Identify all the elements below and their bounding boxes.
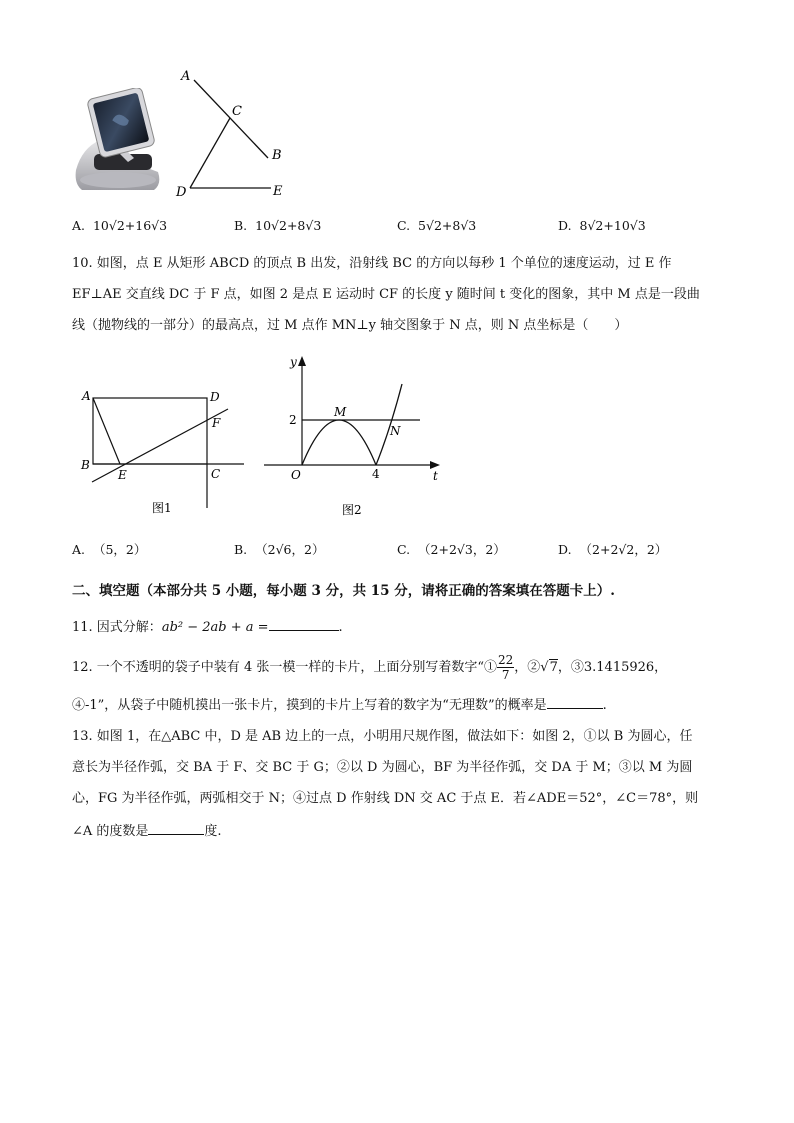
q12-text-line2: ④-1”，从袋子中随机摸出一张卡片，摸到的卡片上写着的数字为“无理数”的概率是 [72, 698, 547, 713]
label-F: F [212, 416, 221, 430]
figure-2-graph [262, 352, 448, 522]
label-E: E [273, 184, 283, 199]
line-AE [93, 398, 120, 464]
parabola-curve [302, 420, 376, 465]
option-expr: （5，2） [92, 542, 147, 557]
line-AB [194, 80, 268, 158]
q11-prefix: 11. 因式分解： [72, 620, 162, 635]
q11-answer-blank[interactable] [269, 616, 339, 631]
label-y: y [290, 355, 297, 369]
option-expr: 8√2+10√3 [579, 218, 646, 233]
option-expr: （2+2√3，2） [418, 542, 506, 557]
label-t: t [433, 469, 438, 483]
option-expr: （2√6，2） [255, 542, 325, 557]
q9-option-b[interactable] [234, 218, 321, 233]
option-expr: 10√2+8√3 [255, 218, 322, 233]
q10-line-2: EF⊥AE 交直线 DC 于 F 点，如图 2 是点 E 运动时 CF 的长度 y 随时间 t 变化的图象，其中 M 点是一段曲 [72, 287, 700, 302]
label-C: C [211, 467, 221, 481]
t-axis-arrow [430, 461, 440, 469]
q13-text-b: 度. [204, 824, 222, 839]
y-axis-arrow [298, 356, 306, 366]
section-2-heading: 二、填空题（本部分共 5 小题，每小题 3 分，共 15 分，请将正确的答案填在答题卡上）. [72, 583, 615, 599]
label-M: M [334, 405, 347, 419]
label-N: N [390, 424, 401, 438]
q10-line-1: 10. 如图，点 E 从矩形 ABCD 的顶点 B 出发，沿射线 BC 的方向以每秒 1 个单位的速度运动，过 E 作 [72, 256, 672, 271]
q9-option-c[interactable] [397, 218, 476, 233]
q13-line-4 [72, 820, 222, 842]
option-label: A. [72, 218, 86, 233]
tick-label-4: 4 [372, 467, 380, 481]
figure-q9-diagram [168, 64, 298, 204]
fraction-22-7 [497, 653, 514, 682]
figure-1-caption: 图1 [152, 501, 172, 515]
q13-line-3: 心，FG 为半径作弧，两弧相交于 N；④过点 D 作射线 DN 交 AC 于点 E．若∠ADE＝52°，∠C＝78°，则 [72, 791, 699, 806]
option-label: D. [558, 542, 572, 557]
figure-2-caption: 图2 [342, 503, 362, 517]
q12-line-1 [72, 650, 667, 686]
sqrt-radicand: 7 [549, 660, 558, 675]
option-expr: （2+2√2，2） [579, 542, 668, 557]
q13-line-2: 意长为半径作弧，交 BA 于 F、交 BC 于 G；②以 D 为圆心，BF 为半径作弧，交 DA 于 M；③以 M 为圆 [72, 760, 693, 775]
q13-answer-blank[interactable] [148, 820, 204, 835]
rectangle-ABCD [93, 398, 207, 464]
option-expr: 5√2+8√3 [418, 218, 477, 233]
fraction-denominator: 7 [501, 668, 510, 682]
q12-text-a: 12. 一个不透明的袋子中装有 4 张一模一样的卡片，上面分别写着数字“① [72, 660, 497, 675]
q13-text-a: ∠A 的度数是 [72, 824, 149, 839]
q12-answer-blank[interactable] [547, 694, 603, 709]
option-label: D. [558, 218, 572, 233]
label-C: C [232, 104, 242, 119]
figure-1-rectangle [76, 384, 252, 518]
label-A: A [82, 389, 91, 403]
label-A: A [181, 69, 191, 84]
fraction-numerator: 22 [498, 653, 514, 667]
q11-expression: ab² − 2ab + a = [161, 620, 269, 635]
q12-text-b: ，② [514, 660, 541, 675]
q10-option-c[interactable] [397, 540, 506, 558]
q13-line-1: 13. 如图 1，在△ABC 中，D 是 AB 边上的一点，小明用尺规作图，做法如下：如图 2，①以 B 为圆心，任 [72, 729, 693, 744]
phone-stand-image [72, 88, 164, 196]
option-label: A. [72, 542, 86, 557]
q10-option-d[interactable] [558, 540, 667, 558]
q10-option-b[interactable] [234, 540, 324, 558]
option-label: C. [397, 218, 411, 233]
label-B: B [272, 148, 282, 163]
label-D: D [176, 185, 187, 200]
q9-option-d[interactable] [558, 218, 646, 233]
tick-label-2: 2 [289, 413, 297, 427]
q12-line-2 [72, 694, 607, 716]
q9-option-a[interactable] [72, 218, 167, 233]
q12-text-c: ，③3.1415926， [557, 660, 668, 675]
sqrt-icon: √ [540, 660, 549, 675]
option-label: B. [234, 218, 248, 233]
q10-option-a[interactable] [72, 540, 146, 558]
q11-suffix: . [338, 620, 343, 635]
label-O: O [291, 468, 301, 482]
option-label: B. [234, 542, 248, 557]
q12-line2-end: . [602, 698, 607, 713]
label-E: E [118, 468, 127, 482]
label-D: D [210, 390, 220, 404]
q10-line-3: 线（抛物线的一部分）的最高点，过 M 点作 MN⊥y 轴交图象于 N 点，则 N 点坐标是（ ） [72, 318, 628, 333]
q11-line [72, 616, 343, 638]
label-B: B [81, 458, 90, 472]
option-label: C. [397, 542, 411, 557]
option-expr: 10√2+16√3 [92, 218, 168, 233]
line-CD [190, 118, 230, 188]
